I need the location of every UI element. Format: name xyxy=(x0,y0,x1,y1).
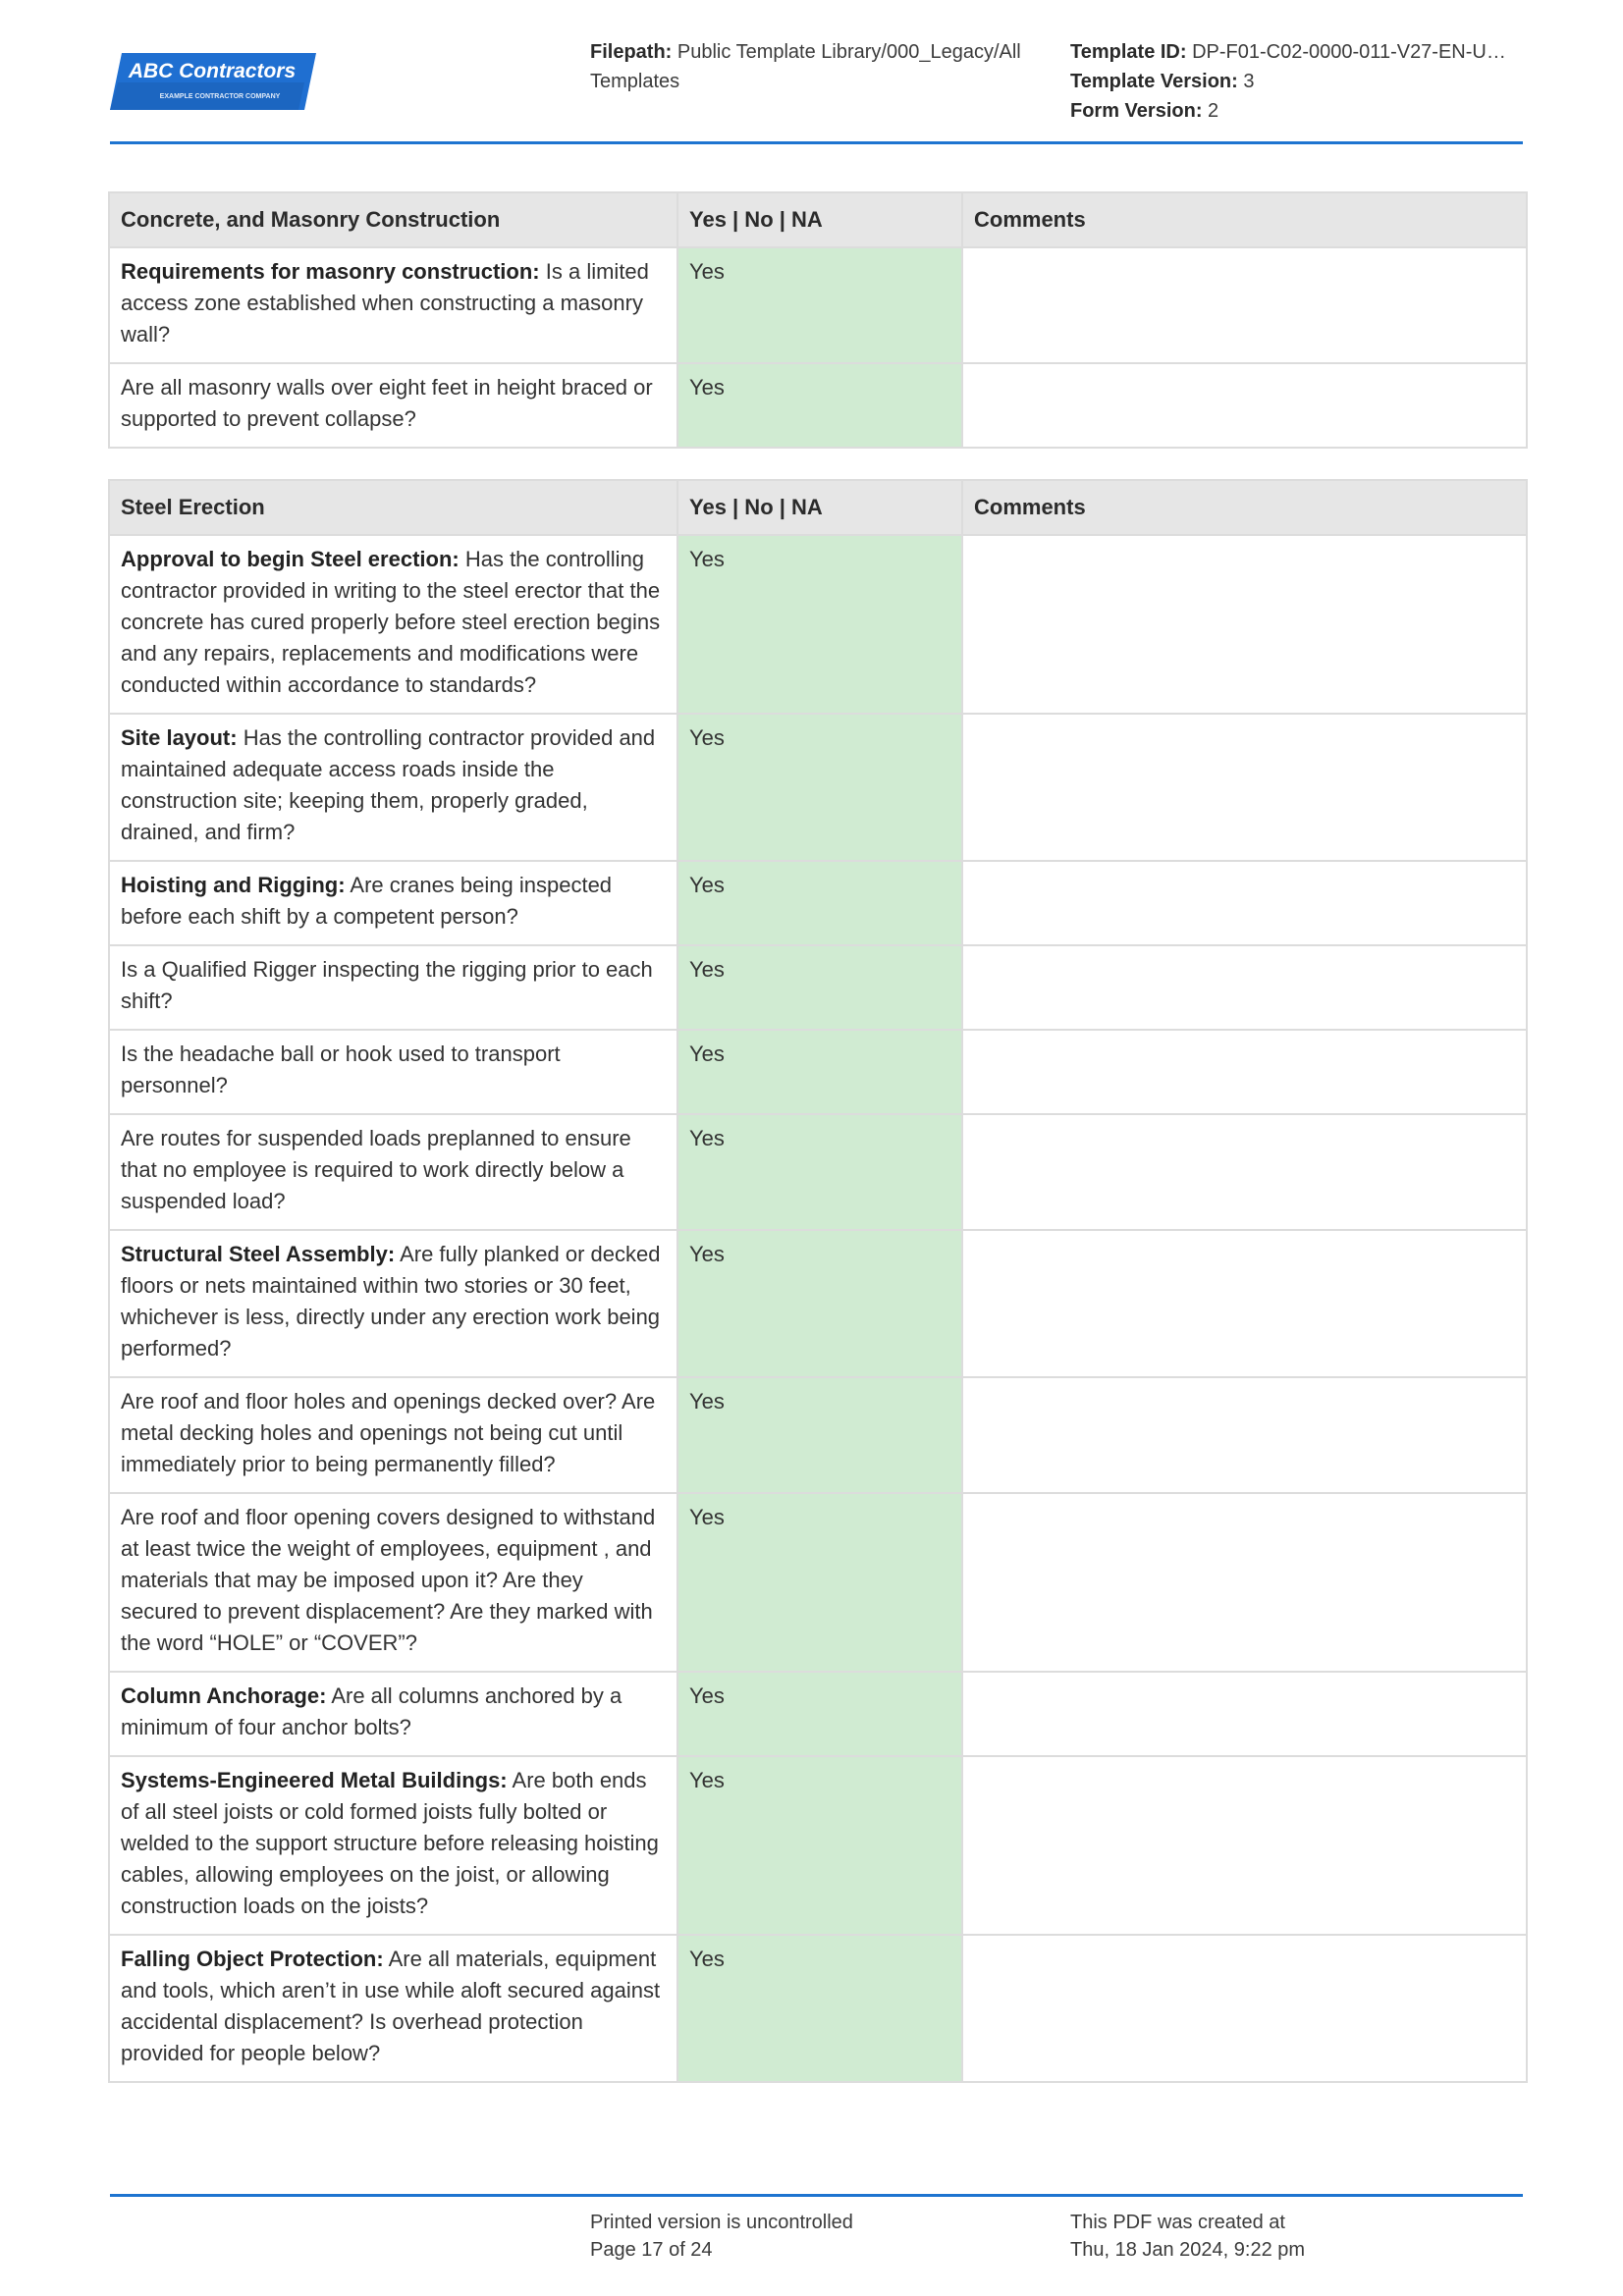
question-cell xyxy=(109,1030,677,1114)
question-cell xyxy=(109,363,677,448)
comment-cell xyxy=(962,247,1527,363)
question-text: Is the headache ball or hook used to transport personnel? xyxy=(121,1041,561,1097)
question-text: Are all materials, equipment and tools, which aren’t in use while aloft secured against accidental displacement? Is overhead protection provided for people below? xyxy=(121,1947,661,2065)
answer-cell: Yes xyxy=(677,1230,962,1377)
section-title: Steel Erection xyxy=(109,480,677,535)
form-version-line xyxy=(1070,96,1522,126)
created-timestamp: Thu, 18 Jan 2024, 9:22 pm xyxy=(1070,2239,1306,2261)
template-version-label: Template Version: xyxy=(1070,71,1238,92)
question-text: Are routes for suspended loads preplanned to ensure that no employee is required to work directly below a suspended load? xyxy=(121,1126,631,1213)
comment-cell xyxy=(962,363,1527,448)
logo-tagline: EXAMPLE CONTRACTOR COMPANY xyxy=(159,93,281,100)
answer-cell: Yes xyxy=(677,1377,962,1493)
answer-cell: Yes xyxy=(677,363,962,448)
comment-cell xyxy=(962,1493,1527,1672)
answer-cell: Yes xyxy=(677,1493,962,1672)
table-row xyxy=(109,1756,1527,1935)
answer-column-header: Yes | No | NA xyxy=(677,480,962,535)
comment-cell xyxy=(962,1030,1527,1114)
table-header-row xyxy=(109,192,1527,247)
logo-name: ABC Contractors xyxy=(128,60,297,82)
question-topic: Falling Object Protection: xyxy=(121,1947,384,1971)
company-logo xyxy=(110,53,316,110)
question-text: Are roof and floor holes and openings decked over? Are metal decking holes and openings not being cut until immediately prior to being permanently filled? xyxy=(121,1389,656,1476)
table-row xyxy=(109,945,1527,1030)
question-topic: Systems-Engineered Metal Buildings: xyxy=(121,1768,508,1792)
comment-cell xyxy=(962,1756,1527,1935)
answer-cell: Yes xyxy=(677,945,962,1030)
concrete-masonry-table xyxy=(108,191,1528,449)
footer-created-info xyxy=(1070,2209,1305,2264)
comment-cell xyxy=(962,1935,1527,2082)
table-row xyxy=(109,1672,1527,1756)
table-row xyxy=(109,1230,1527,1377)
answer-cell: Yes xyxy=(677,861,962,945)
question-text: Are both ends of all steel joists or cold formed joists fully bolted or welded to the support structure before releasing hoisting cables, allowing employees on the joist, or allowing construction loads on the joists? xyxy=(121,1768,659,1918)
filepath-value: Public Template Library/000_Legacy/All Templates xyxy=(590,41,1021,92)
table-row xyxy=(109,861,1527,945)
uncontrolled-notice: Printed version is uncontrolled xyxy=(590,2212,853,2233)
table-row xyxy=(109,363,1527,448)
comment-cell xyxy=(962,1672,1527,1756)
section-title: Concrete, and Masonry Construction xyxy=(109,192,677,247)
table-row xyxy=(109,1030,1527,1114)
answer-column-header: Yes | No | NA xyxy=(677,192,962,247)
answer-cell: Yes xyxy=(677,247,962,363)
steel-erection-table xyxy=(108,479,1528,2083)
footer-page-info xyxy=(590,2209,853,2264)
form-version-label: Form Version: xyxy=(1070,100,1203,122)
question-cell xyxy=(109,861,677,945)
template-id-line xyxy=(1070,37,1522,67)
comment-cell xyxy=(962,1377,1527,1493)
question-text: Is a limited access zone established when constructing a masonry wall? xyxy=(121,259,649,347)
question-text: Has the controlling contractor provided and maintained adequate access roads inside the construction site; keeping them, properly graded, drained, and firm? xyxy=(121,725,656,844)
answer-cell: Yes xyxy=(677,535,962,714)
question-text: Has the controlling contractor provided in writing to the steel erector that the concrete has cured properly before steel erection begins and any repairs, replacements and modifications were conducted within accordance to standards? xyxy=(121,547,661,697)
table-row xyxy=(109,1493,1527,1672)
question-text: Is a Qualified Rigger inspecting the rigging prior to each shift? xyxy=(121,957,653,1013)
answer-cell: Yes xyxy=(677,1030,962,1114)
footer-divider xyxy=(110,2194,1523,2197)
answer-cell: Yes xyxy=(677,1756,962,1935)
question-text: Are roof and floor opening covers designed to withstand at least twice the weight of employees, equipment , and materials that may be imposed upon it? Are they secured to prevent displacement? Are they marked with the word “HOLE” or “COVER”? xyxy=(121,1505,656,1655)
comment-cell xyxy=(962,714,1527,861)
template-version-value: 3 xyxy=(1243,71,1255,92)
question-topic: Column Anchorage: xyxy=(121,1683,327,1708)
template-version-line xyxy=(1070,67,1522,96)
logo-badge-icon xyxy=(110,53,316,110)
question-text: Are fully planked or decked floors or nets maintained within two stories or 30 feet, whichever is less, directly under any erection work being performed? xyxy=(121,1242,661,1361)
answer-cell: Yes xyxy=(677,1114,962,1230)
form-version-value: 2 xyxy=(1208,100,1219,122)
question-cell xyxy=(109,1756,677,1935)
question-topic: Requirements for masonry construction: xyxy=(121,259,540,284)
template-id-value: DP-F01-C02-0000-011-V27-EN-U… xyxy=(1192,41,1506,63)
table-header-row xyxy=(109,480,1527,535)
comment-cell xyxy=(962,945,1527,1030)
question-cell xyxy=(109,1493,677,1672)
header-divider xyxy=(110,141,1523,144)
question-text: Are cranes being inspected before each shift by a competent person? xyxy=(121,873,613,929)
table-row xyxy=(109,714,1527,861)
question-topic: Site layout: xyxy=(121,725,238,750)
page-number: Page 17 of 24 xyxy=(590,2239,713,2261)
question-topic: Hoisting and Rigging: xyxy=(121,873,346,897)
question-cell xyxy=(109,1935,677,2082)
comment-cell xyxy=(962,1230,1527,1377)
comments-column-header: Comments xyxy=(962,480,1527,535)
template-id-label: Template ID: xyxy=(1070,41,1187,63)
comment-cell xyxy=(962,861,1527,945)
question-text: Are all masonry walls over eight feet in height braced or supported to prevent collapse? xyxy=(121,375,653,431)
comments-column-header: Comments xyxy=(962,192,1527,247)
question-cell xyxy=(109,1114,677,1230)
answer-cell: Yes xyxy=(677,1935,962,2082)
question-cell xyxy=(109,1672,677,1756)
comment-cell xyxy=(962,535,1527,714)
question-cell xyxy=(109,1377,677,1493)
created-label: This PDF was created at xyxy=(1070,2212,1285,2233)
table-row xyxy=(109,1114,1527,1230)
question-text: Are all columns anchored by a minimum of four anchor bolts? xyxy=(121,1683,622,1739)
template-info-block xyxy=(1070,37,1522,126)
filepath-label: Filepath: xyxy=(590,41,673,63)
table-row xyxy=(109,247,1527,363)
question-cell xyxy=(109,945,677,1030)
table-row xyxy=(109,535,1527,714)
answer-cell: Yes xyxy=(677,1672,962,1756)
question-topic: Structural Steel Assembly: xyxy=(121,1242,396,1266)
question-cell xyxy=(109,535,677,714)
question-cell xyxy=(109,1230,677,1377)
question-cell xyxy=(109,247,677,363)
table-row xyxy=(109,1377,1527,1493)
comment-cell xyxy=(962,1114,1527,1230)
table-row xyxy=(109,1935,1527,2082)
filepath-block xyxy=(590,37,1042,96)
question-topic: Approval to begin Steel erection: xyxy=(121,547,460,571)
question-cell xyxy=(109,714,677,861)
answer-cell: Yes xyxy=(677,714,962,861)
